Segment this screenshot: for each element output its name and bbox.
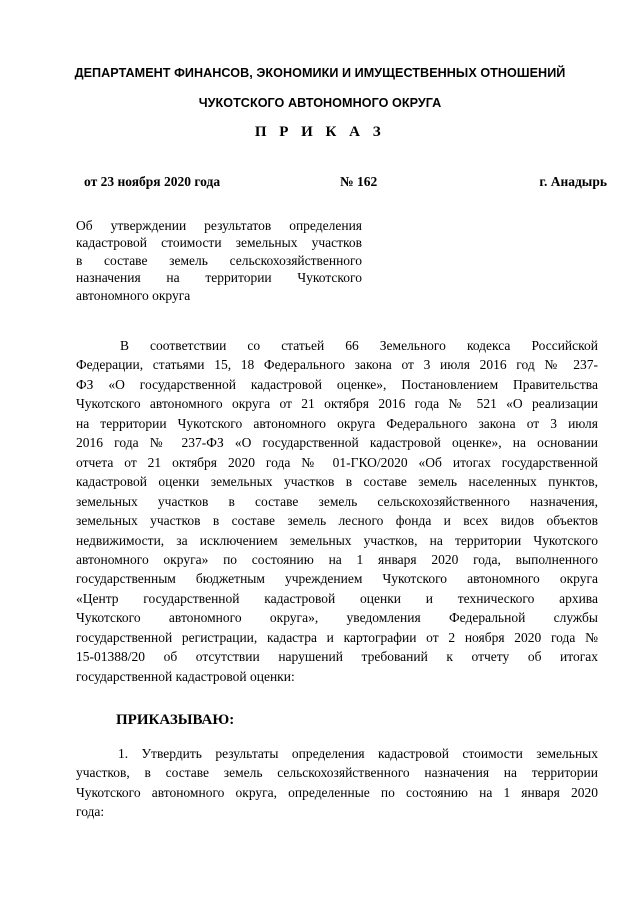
subject-line: в составе земель сельскохозяйственного — [76, 252, 362, 268]
order-date: от 23 ноября 2020 года — [84, 174, 221, 189]
subject-line: Об утверждении результатов определения — [76, 218, 362, 233]
preamble-line: отчета от 21 октября 2020 года № 01-ГКО/2020 «Об итогах государственной — [76, 454, 598, 470]
document-type-title: П Р И К А З — [254, 124, 386, 140]
preamble-line: 2016 года № 237-ФЗ «О государственной кадастровой оценке», на основании — [76, 435, 598, 451]
preamble-line: государственной регистрации, кадастра и картографии от 2 ноября 2020 года № — [76, 629, 598, 645]
preamble-line: 15-01388/20 об отсутствии нарушений требований к отчету об итогах — [76, 649, 598, 665]
preamble-line: государственной кадастровой оценки: — [76, 668, 295, 684]
department-name: ДЕПАРТАМЕНТ ФИНАНСОВ, ЭКОНОМИКИ И ИМУЩЕСТВЕННЫХ ОТНОШЕНИЙ — [74, 66, 566, 80]
item-1-line: Чукотского автономного округа, определенные по состоянию на 1 января 2020 — [76, 784, 598, 800]
preamble-line: «Центр государственной кадастровой оценки и технического архива — [76, 590, 598, 606]
order-number: № 162 — [340, 174, 378, 189]
item-1-line: года: — [76, 804, 105, 820]
preamble-line: ФЗ «О государственной кадастровой оценке», Постановлением Правительства — [76, 376, 598, 392]
preamble-line: Чукотского автономного округа», уведомления Федеральной службы — [76, 610, 598, 626]
subject-line: автономного округа — [76, 287, 191, 303]
preamble-line: автономного округа» по состоянию на 1 января 2020 года, выполненного — [76, 551, 598, 567]
preamble-line: В соответствии со статьей 66 Земельного кодекса Российской — [120, 338, 598, 353]
preamble-line: Чукотского автономного округа от 21 октября 2016 года № 521 «О реализации — [76, 396, 598, 412]
subject-line: кадастровой стоимости земельных участков — [76, 235, 362, 251]
order-subject — [76, 217, 362, 304]
preamble-paragraph — [76, 336, 598, 686]
preamble-line: недвижимости, за исключением земельных участков, на территории Чукотского — [76, 532, 598, 548]
item-1-paragraph — [76, 744, 598, 822]
subject-line: назначения на территории Чукотского — [76, 270, 362, 286]
preamble-line: государственным бюджетным учреждением Чукотского автономного округа — [76, 571, 598, 587]
preamble-line: земельных участков в составе земель сельскохозяйственного назначения, — [76, 493, 598, 509]
preamble-line: Федерации, статьями 15, 18 Федерального закона от 3 июля 2016 год № 237- — [76, 357, 598, 373]
region-name: ЧУКОТСКОГО АВТОНОМНОГО ОКРУГА — [198, 96, 442, 110]
item-1-line: 1. Утвердить результаты определения кадастровой стоимости земельных — [118, 746, 598, 761]
preamble-line: на территории Чукотского автономного округа Федерального закона от 3 июля — [76, 415, 598, 431]
order-directive-heading: ПРИКАЗЫВАЮ: — [116, 712, 235, 728]
preamble-line: земельных участков в составе земель лесного фонда и всех видов объектов — [76, 513, 598, 529]
order-place: г. Анадырь — [539, 174, 607, 189]
preamble-line: кадастровой оценки земельных участков в составе земель населенных пунктов, — [76, 474, 598, 490]
item-1-line: участков, в составе земель сельскохозяйственного назначения на территории — [76, 765, 598, 781]
